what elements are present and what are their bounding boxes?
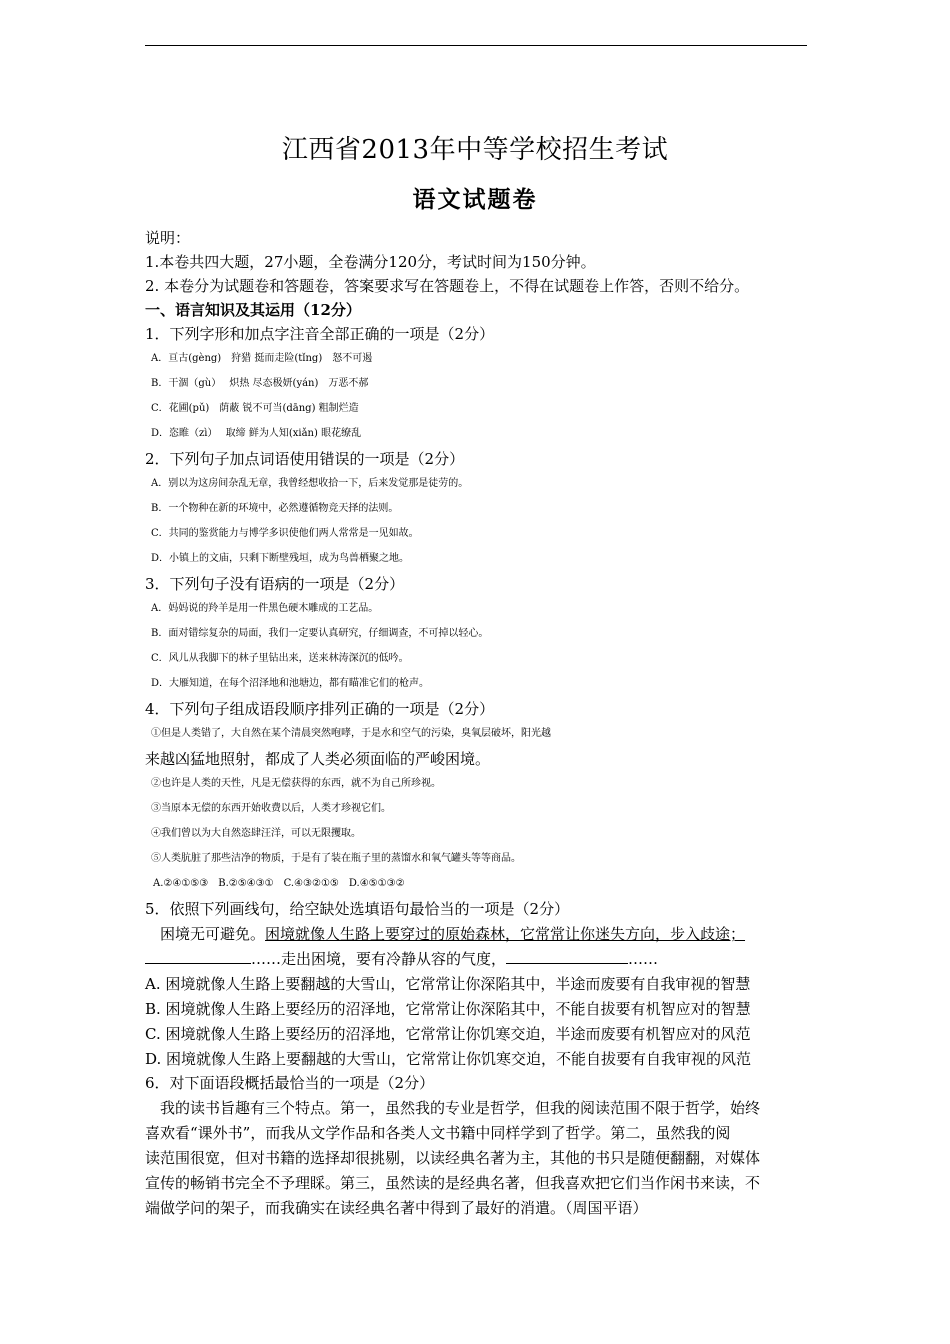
paper-subtitle: 语文试题卷 — [412, 186, 538, 213]
q5-option-c: C. 困境就像人生路上要经历的沼泽地，它常常让你饥寒交迫，半途而废要有机智应对的风范 — [145, 1025, 751, 1043]
q1-option-c: C．花圃(pǔ) 荫蔽 锐不可当(dāng) 粗制烂造 — [151, 403, 359, 414]
q3-option-d: D．大雁知道，在每个沼泽地和池塘边，都有瞄准它们的枪声。 — [151, 678, 430, 689]
q1-option-b: B．干涸（gù） 炽热 尽态极妍(yán) 万恶不郝 — [151, 378, 369, 389]
q5-option-a: A. 困境就像人生路上要翻越的大雪山，它常常让你深陷其中，半途而废要有自我审视的智慧 — [145, 975, 751, 993]
q2-option-a: A．别以为这房间杂乱无章，我曾经想收拾一下，后来发觉那是徒劳的。 — [151, 478, 469, 489]
q3-stem: 3．下列句子没有语病的一项是（2分） — [145, 575, 405, 593]
q5-blank-2 — [506, 947, 628, 964]
q4-sentence-5: ⑤人类肮脏了那些洁净的物质，于是有了装在瓶子里的蒸馏水和氧气罐头等等商品。 — [151, 853, 521, 864]
q5-passage-text: ……走出困境，要有冷静从容的气度， — [251, 950, 507, 968]
q3-option-a: A．妈妈说的羚羊是用一件黑色硬木雕成的工艺品。 — [151, 603, 379, 614]
q1-option-d: D．恣睢（zì） 取缔 鲜为人知(xiǎn) 眼花缭乱 — [151, 428, 362, 439]
q5-passage-end: …… — [628, 950, 659, 968]
header-rule — [145, 45, 807, 46]
q6-passage-line-5: 端做学问的架子，而我确实在读经典名著中得到了最好的消遣。（周国平语） — [145, 1199, 648, 1217]
q1-option-a: A．亘古(gèng) 狩猎 挺而走险(tǐng) 怒不可遏 — [151, 353, 373, 364]
q5-plain-text: 困境无可避免。 — [160, 925, 266, 943]
q3-option-c: C．风儿从我脚下的林子里钻出来，送来林涛深沉的低吟。 — [151, 653, 409, 664]
q4-options: A.②④①⑤③ B.②⑤④③① C.④③②①⑤ D.④⑤①③② — [153, 878, 405, 889]
q2-option-c: C．共同的鉴赏能力与博学多识使他们两人常常是一见如故。 — [151, 528, 419, 539]
section-heading: 一、语言知识及其运用（12分） — [145, 301, 361, 319]
q5-stem: 5．依照下列画线句，给空缺处选填语句最恰当的一项是（2分） — [145, 900, 570, 918]
q5-underlined-sentence: 困境就像人生路上要穿过的原始森林，它常常让你迷失方向，步入歧途； — [265, 925, 746, 943]
q6-passage-line-4: 宣传的畅销书完全不予理睬。第三，虽然读的是经典名著，但我喜欢把它们当作闲书来读，不 — [145, 1174, 761, 1192]
exam-title: 江西省2013年中等学校招生考试 — [281, 135, 669, 165]
q1-stem: 1．下列字形和加点字注音全部正确的一项是（2分） — [145, 325, 495, 343]
note-2: 2. 本卷分为试题卷和答题卷，答案要求写在答题卷上，不得在试题卷上作答，否则不给分。 — [145, 277, 750, 295]
q2-stem: 2．下列句子加点词语使用错误的一项是（2分） — [145, 450, 465, 468]
q6-passage-line-3: 读范围很宽，但对书籍的选择却很挑剔，以读经典名著为主，其他的书只是随便翻翻，对媒体 — [145, 1149, 761, 1167]
q6-stem: 6．对下面语段概括最恰当的一项是（2分） — [145, 1074, 435, 1092]
q6-passage-line-1: 我的读书旨趣有三个特点。第一，虽然我的专业是哲学，但我的阅读范围不限于哲学，始终 — [160, 1099, 761, 1117]
note-1: 1.本卷共四大题，27小题，全卷满分120分，考试时间为150分钟。 — [145, 253, 596, 271]
q2-option-d: D．小镇上的文庙，只剩下断壁残垣，成为鸟兽栖聚之地。 — [151, 553, 410, 564]
q6-passage-line-2: 喜欢看“课外书”，而我从文学作品和各类人文书籍中同样学到了哲学。第二，虽然我的阅 — [145, 1124, 731, 1142]
notes-label: 说明： — [145, 229, 191, 247]
q4-sentence-4: ④我们曾以为大自然恣肆汪洋，可以无限攫取。 — [151, 828, 361, 839]
q4-sentence-3: ③当原本无偿的东西开始收费以后，人类才珍视它们。 — [151, 803, 391, 814]
q4-sentence-1-cont: 来越凶猛地照射，都成了人类必须面临的严峻困境。 — [145, 750, 491, 768]
q4-sentence-1: ①但是人类错了，大自然在某个清晨突然咆哮，于是水和空气的污染，臭氧层破坏，阳光越 — [151, 728, 551, 739]
q3-option-b: B．面对错综复杂的局面，我们一定要认真研究，仔细调查，不可掉以轻心。 — [151, 628, 489, 639]
q4-sentence-2: ②也许是人类的天性，凡是无偿获得的东西，就不为自己所珍视。 — [151, 778, 441, 789]
q5-passage-line-2 — [145, 947, 807, 971]
q5-blank-1 — [145, 947, 251, 964]
q5-passage-line-1 — [160, 922, 807, 946]
q5-option-b: B. 困境就像人生路上要经历的沼泽地，它常常让你深陷其中，不能自拔要有机智应对的智慧 — [145, 1000, 751, 1018]
q5-option-d: D. 困境就像人生路上要翻越的大雪山，它常常让你饥寒交迫，不能自拔要有自我审视的风范 — [145, 1050, 752, 1068]
q4-stem: 4．下列句子组成语段顺序排列正确的一项是（2分） — [145, 700, 495, 718]
q2-option-b: B．一个物种在新的环境中，必然遵循物竞天择的法则。 — [151, 503, 399, 514]
